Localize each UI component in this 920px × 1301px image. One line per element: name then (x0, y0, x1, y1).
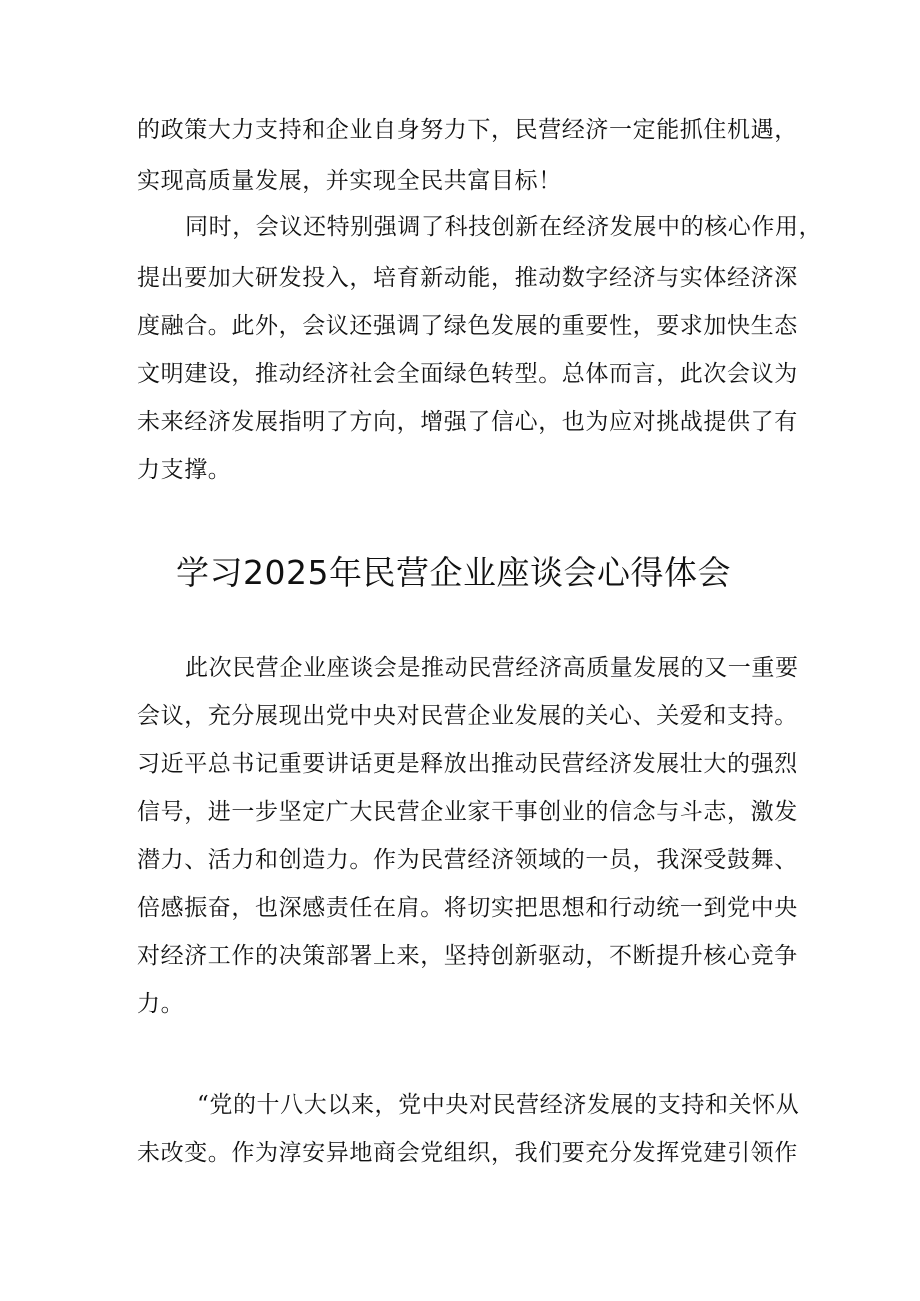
paragraph-line: “党的十八大以来，党中央对民营经济发展的支持和关怀从 (197, 1092, 800, 1118)
paragraph-line: 倍感振奋，也深感责任在肩。将切实把思想和行动统一到党中央 (137, 895, 798, 921)
paragraph-line: 会议，充分展现出党中央对民营企业发展的关心、关爱和支持。 (137, 703, 798, 729)
paragraph-line: 文明建设，推动经济社会全面绿色转型。总体而言，此次会议为 (137, 361, 798, 387)
paragraph-line: 力。 (137, 991, 185, 1017)
paragraph-line: 习近平总书记重要讲话更是释放出推动民营经济发展壮大的强烈 (137, 751, 798, 777)
paragraph-line: 实现高质量发展，并实现全民共富目标！ (137, 168, 562, 194)
paragraph-line: 未改变。作为淳安异地商会党组织，我们要充分发挥党建引领作 (137, 1140, 798, 1166)
paragraph-line: 未来经济发展指明了方向，增强了信心，也为应对挑战提供了有 (137, 409, 798, 435)
paragraph-line: 的政策大力支持和企业自身努力下，民营经济一定能抓住机遇， (137, 117, 798, 143)
paragraph-line: 度融合。此外，会议还强调了绿色发展的重要性，要求加快生态 (137, 313, 798, 339)
paragraph-line: 提出要加大研发投入，培育新动能，推动数字经济与实体经济深 (137, 265, 798, 291)
paragraph-line: 此次民营企业座谈会是推动民营经济高质量发展的又一重要 (185, 655, 799, 681)
paragraph-line: 同时，会议还特别强调了科技创新在经济发展中的核心作用， (185, 214, 823, 240)
paragraph-line: 潜力、活力和创造力。作为民营经济领域的一员，我深受鼓舞、 (137, 847, 798, 873)
section-title: 学习2025年民营企业座谈会心得体会 (176, 553, 731, 592)
paragraph-line: 信号，进一步坚定广大民营企业家干事创业的信念与斗志，激发 (137, 799, 798, 825)
paragraph-line: 对经济工作的决策部署上来，坚持创新驱动，不断提升核心竞争 (137, 943, 798, 969)
paragraph-line: 力支撑。 (137, 457, 232, 483)
